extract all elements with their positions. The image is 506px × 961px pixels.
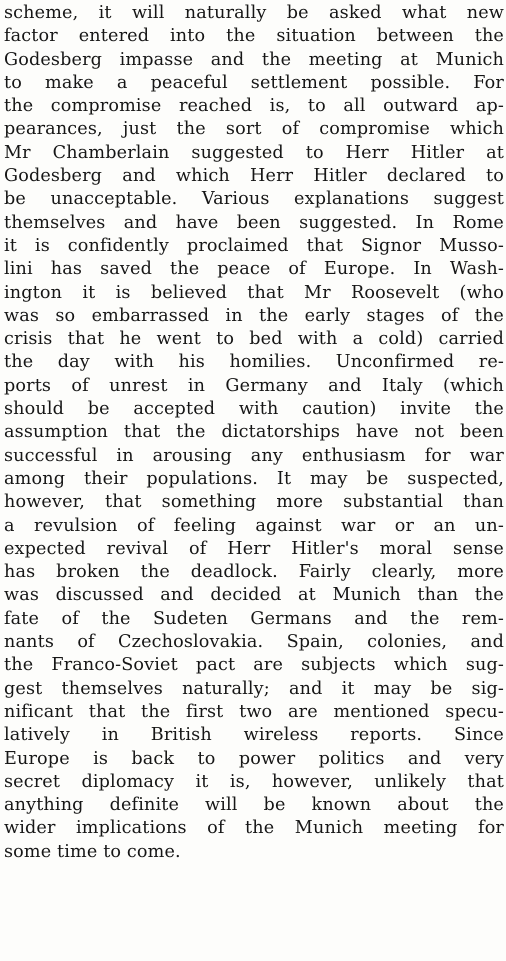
text-line: Godesberg impasse and the meeting at Munich bbox=[4, 49, 504, 70]
text-line: among their populations. It may be suspected, bbox=[4, 468, 504, 489]
text-line: ington it is believed that Mr Roosevelt (who bbox=[4, 282, 504, 303]
text-line: the day with his homilies. Unconfirmed re- bbox=[4, 352, 504, 373]
text-line: fate of the Sudeten Germans and the rem- bbox=[4, 608, 504, 629]
text-line: to make a peaceful settlement possible. For bbox=[4, 72, 504, 93]
text-line: crisis that he went to bed with a cold) carried bbox=[4, 329, 504, 350]
text-line: lini has saved the peace of Europe. In Wash- bbox=[4, 259, 504, 280]
text-line: expected revival of Herr Hitler's moral sense bbox=[4, 538, 504, 559]
text-line: anything definite will be known about the bbox=[4, 795, 504, 816]
text-line: wider implications of the Munich meeting for bbox=[4, 818, 504, 839]
text-line: secret diplomacy it is, however, unlikely that bbox=[4, 771, 504, 792]
text-line: Mr Chamberlain suggested to Herr Hitler at bbox=[4, 142, 504, 163]
text-line: themselves and have been suggested. In Rome bbox=[4, 212, 504, 233]
text-line: a revulsion of feeling against war or an un- bbox=[4, 515, 504, 536]
text-line: latively in British wireless reports. Since bbox=[4, 725, 504, 746]
text-line: Godesberg and which Herr Hitler declared to bbox=[4, 166, 504, 187]
text-line: Europe is back to power politics and very bbox=[4, 748, 504, 769]
text-line: factor entered into the situation between the bbox=[4, 26, 504, 47]
text-line: has broken the deadlock. Fairly clearly, more bbox=[4, 562, 504, 583]
text-line: be unacceptable. Various explanations suggest bbox=[4, 189, 504, 210]
text-line: should be accepted with caution) invite the bbox=[4, 399, 504, 420]
text-line: the Franco-Soviet pact are subjects which sug- bbox=[4, 655, 504, 676]
text-line: however, that something more substantial than bbox=[4, 492, 504, 513]
article-paragraph bbox=[4, 2, 504, 864]
text-line: gest themselves naturally; and it may be sig- bbox=[4, 678, 504, 699]
text-line: ports of unrest in Germany and Italy (which bbox=[4, 375, 504, 396]
text-line: scheme, it will naturally be asked what new bbox=[4, 3, 504, 23]
text-line: it is confidently proclaimed that Signor Musso- bbox=[4, 235, 504, 256]
text-line: nificant that the first two are mentioned specu- bbox=[4, 701, 504, 722]
text-line: some time to come. bbox=[4, 841, 181, 862]
text-line: the compromise reached is, to all outward ap- bbox=[4, 96, 504, 117]
text-line: pearances, just the sort of compromise which bbox=[4, 119, 504, 140]
text-line: successful in arousing any enthusiasm for war bbox=[4, 445, 504, 466]
text-line: assumption that the dictatorships have not been bbox=[4, 422, 504, 443]
text-line: nants of Czechoslovakia. Spain, colonies, and bbox=[4, 632, 504, 653]
text-line: was discussed and decided at Munich than the bbox=[4, 585, 504, 606]
text-line: was so embarrassed in the early stages of the bbox=[4, 305, 504, 326]
